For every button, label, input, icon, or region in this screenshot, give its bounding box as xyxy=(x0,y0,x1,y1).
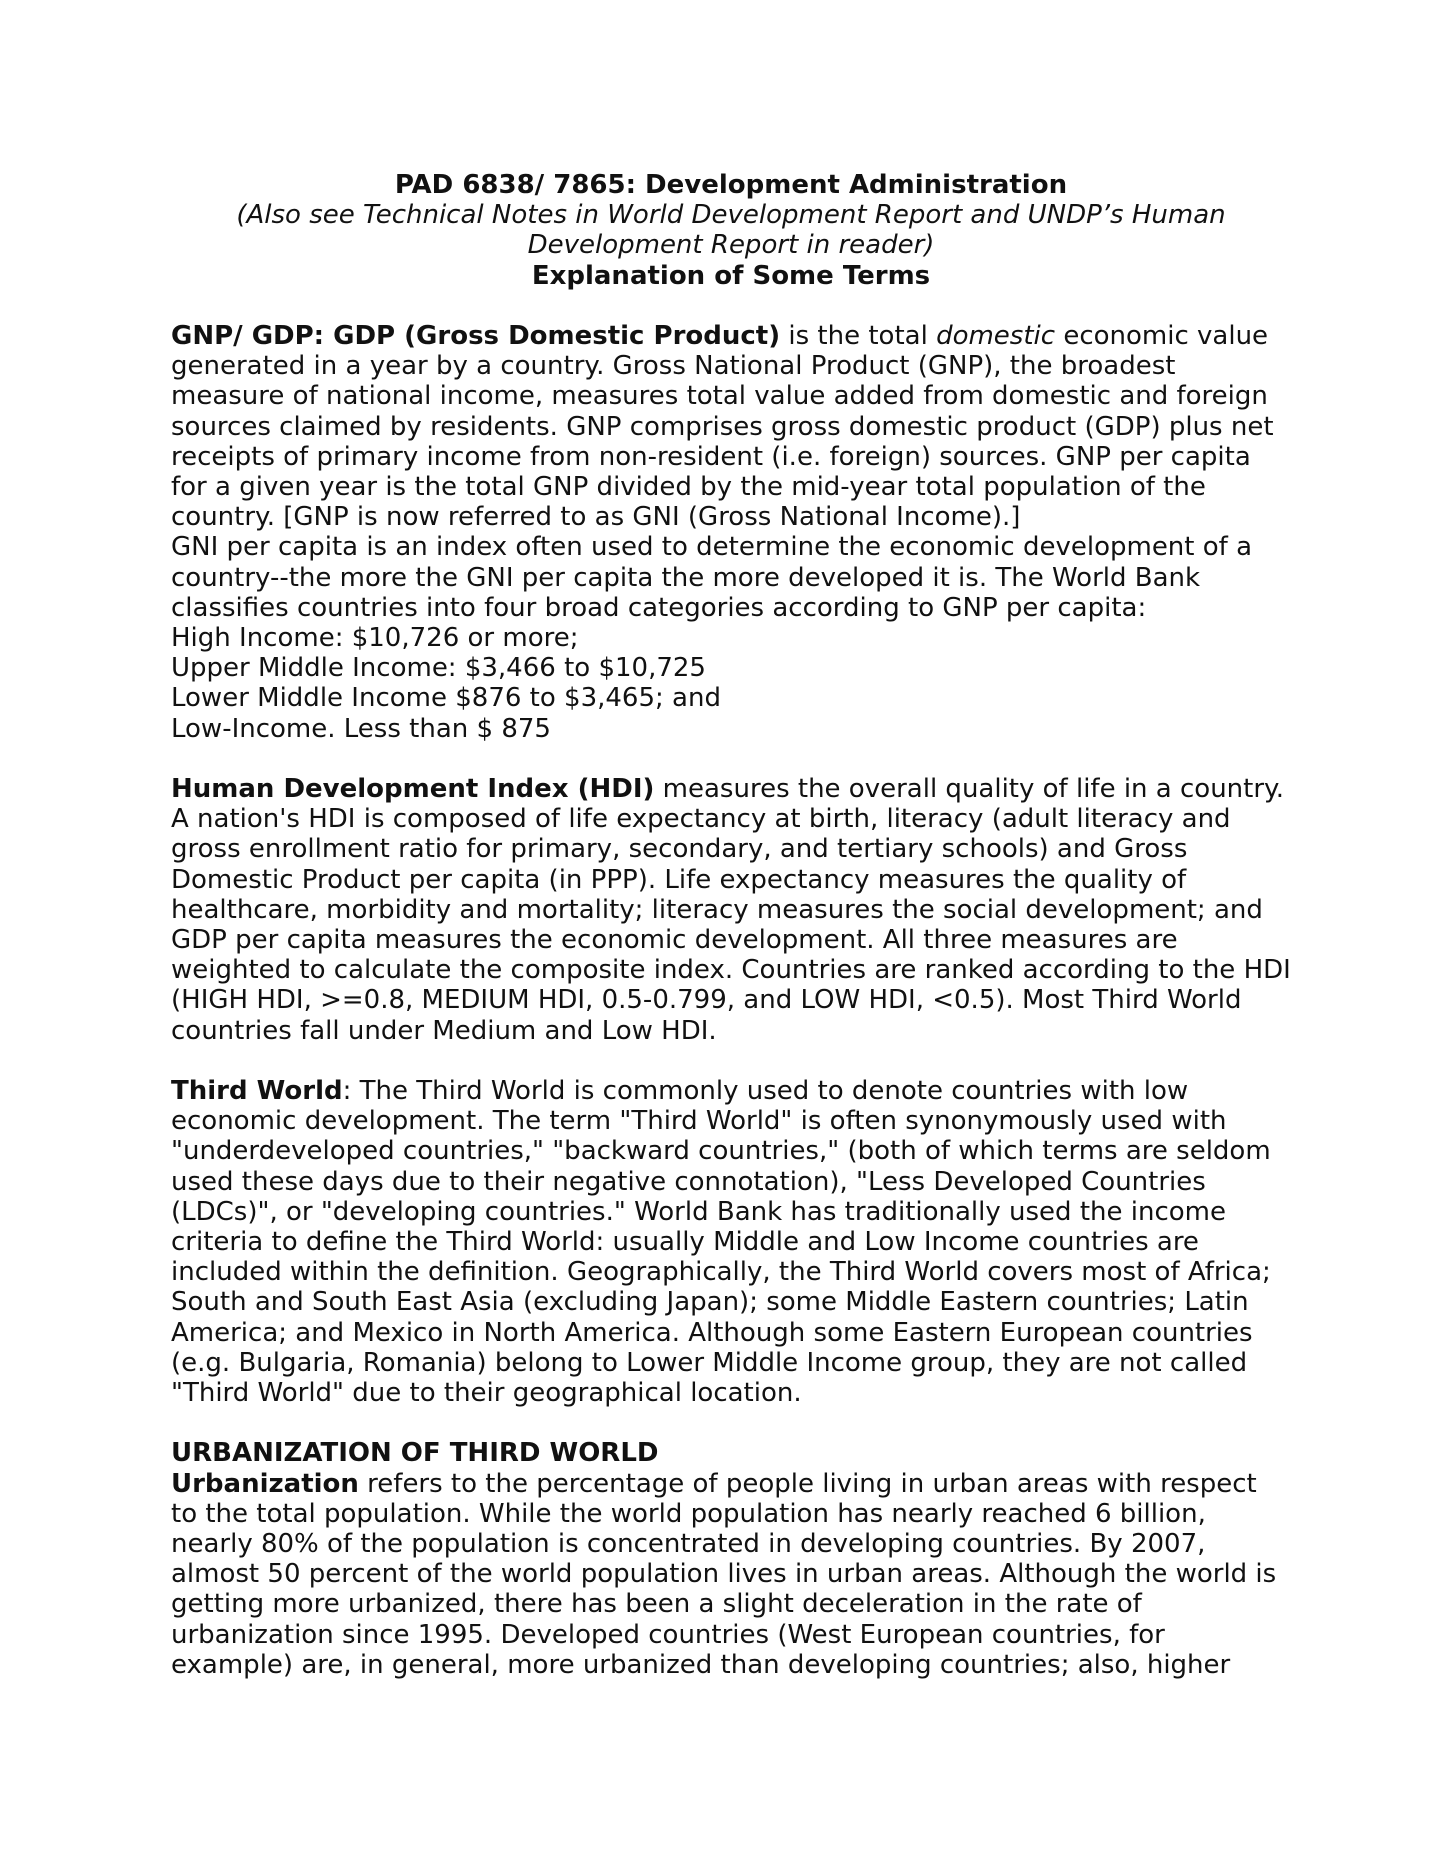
term-gnp-gdp: GNP/ GDP: GDP (Gross Domestic Product) xyxy=(171,321,781,351)
gnp-text-2: economic value generated in a year by a country. Gross National Product (GNP), the broadest measure of national income, measures total value added from domestic and foreign sources claimed by residents. GNP comprises gross domestic product (GDP) plus net receipts of primary income from non-resident (i.e. foreign) sources. GNP per capita for a given year is the total GNP divided by the mid-year total population of the country. [GNP is now referred to as GNI (Gross National Income).] xyxy=(171,321,1274,533)
income-category-low: Low-Income. Less than $ 875 xyxy=(171,713,551,744)
paragraph-hdi xyxy=(171,774,1291,1046)
spacer xyxy=(171,291,1291,321)
third-world-text: : The Third World is commonly used to denote countries with low economic development. The term "Third World" is often synonymously used with "underdeveloped countries," "backward countries," (both of which terms are seldom used these days due to their negative connotation), "Less Developed Countries (LDCs)", or "developing countries." World Bank has traditionally used the income criteria to define the Third World: usually Middle and Low Income countries are included within the definition. Geographically, the Third World covers most of Africa; South and South East Asia (excluding Japan); some Middle Eastern countries; Latin America; and Mexico in North America. Although some Eastern European countries (e.g. Bulgaria, Romania) belong to Lower Middle Income group, they are not called "Third World" due to their geographical location. xyxy=(171,1076,1271,1409)
paragraph-third-world xyxy=(171,1076,1291,1408)
term-hdi: Human Development Index (HDI) xyxy=(171,774,655,805)
term-third-world: Third World xyxy=(171,1076,343,1107)
income-category-upper-middle: Upper Middle Income: $3,466 to $10,725 xyxy=(171,653,706,684)
term-urbanization: Urbanization xyxy=(171,1468,359,1499)
hdi-text: measures the overall quality of life in a country. A nation's HDI is composed of life expectancy at birth, literacy (adult literacy and gross enrollment ratio for primary, secondary, and tertiary schools) and Gross Domestic Product per capita (in PPP). Life expectancy measures the quality of healthcare, morbidity and mortality; literacy measures the social development; and GDP per capita measures the economic development. All three measures are weighted to calculate the composite index. Countries are ranked according to the HDI (HIGH HDI, >=0.8, MEDIUM HDI, 0.5-0.799, and LOW HDI, <0.5). Most Third World countries fall under Medium and Low HDI. xyxy=(171,774,1291,1046)
section-heading-explanation: Explanation of Some Terms xyxy=(531,260,931,291)
paragraph-urbanization xyxy=(171,1469,1291,1680)
gnp-text-1: is the total xyxy=(780,321,937,351)
document-page xyxy=(171,170,1291,1680)
document-header xyxy=(171,170,1291,291)
spacer xyxy=(171,1408,1291,1438)
income-category-high: High Income: $10,726 or more; xyxy=(171,623,579,654)
spacer xyxy=(171,1046,1291,1076)
document-title: PAD 6838/ 7865: Development Administration xyxy=(394,170,1068,200)
spacer xyxy=(171,744,1291,774)
heading-urbanization-third-world: URBANIZATION OF THIRD WORLD xyxy=(171,1438,659,1469)
income-category-list xyxy=(171,623,1291,744)
urbanization-text: refers to the percentage of people living in urban areas with respect to the total population. While the world population has nearly reached 6 billion, nearly 80% of the population is concentrated in developing countries. By 2007, almost 50 percent of the world population lives in urban areas. Although the world is getting more urbanized, there has been a slight deceleration in the rate of urbanization since 1995. Developed countries (West European countries, for example) are, in general, more urbanized than developing countries; also, higher xyxy=(171,1468,1277,1680)
document-subtitle: (Also see Technical Notes in World Development Report and UNDP’s Human Development Report in reader) xyxy=(236,200,1226,261)
paragraph-gnp-gdp xyxy=(171,321,1291,532)
income-category-lower-middle: Lower Middle Income $876 to $3,465; and xyxy=(171,683,721,714)
paragraph-gni-per-capita: GNI per capita is an index often used to determine the economic development of a country--the more the GNI per capita the more developed it is. The World Bank classifies countries into four broad categories according to GNP per capita: xyxy=(171,532,1253,623)
gnp-italic-domestic: domestic xyxy=(936,321,1056,351)
